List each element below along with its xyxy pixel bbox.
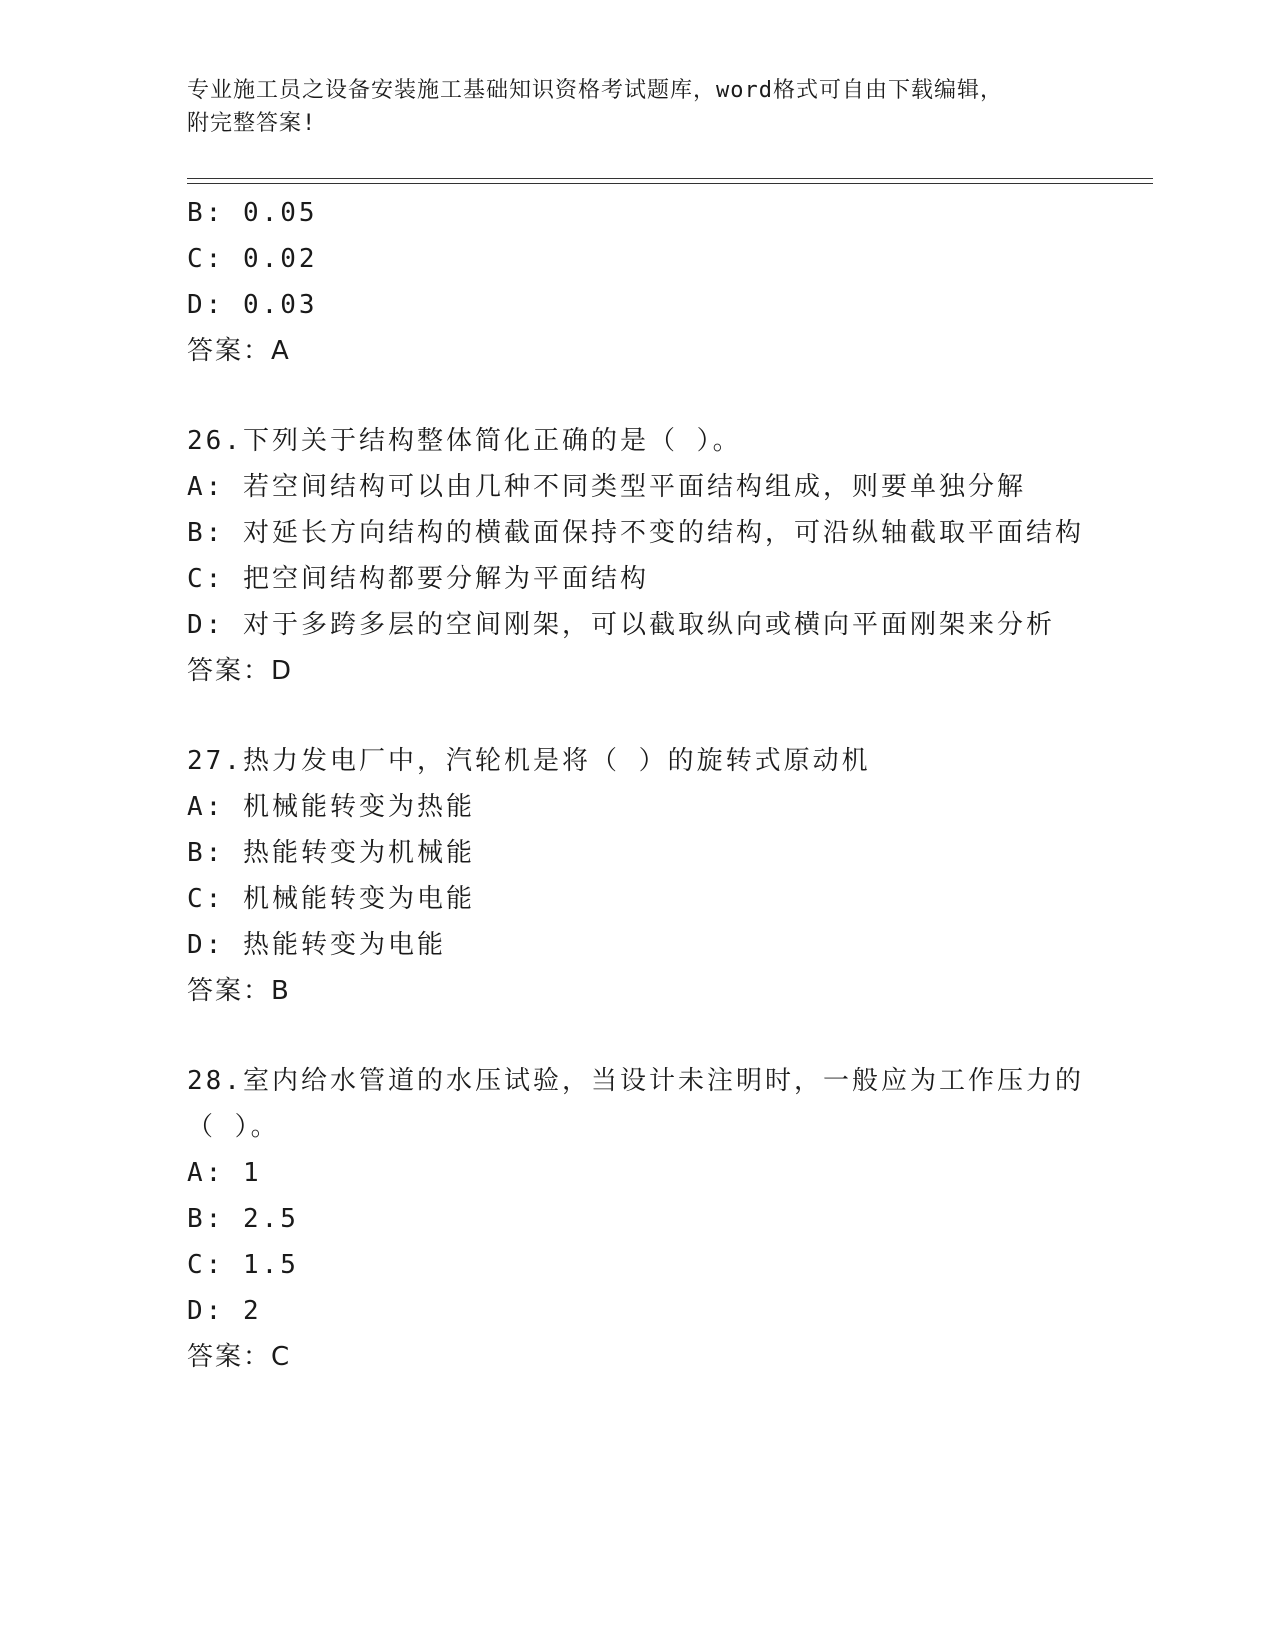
option-c: C: 1.5 <box>187 1250 299 1280</box>
answer: 答案：D <box>187 656 294 686</box>
option-d: D: 2 <box>187 1296 262 1326</box>
option-a: A: 机械能转变为热能 <box>187 792 475 822</box>
question-text-line2: （ ）。 <box>187 1112 280 1142</box>
option-d: D: 对于多跨多层的空间刚架，可以截取纵向或横向平面刚架来分析 <box>187 610 1055 640</box>
question-26 <box>187 418 1127 694</box>
option-b: B: 热能转变为机械能 <box>187 838 475 868</box>
option-b: B: 对延长方向结构的横截面保持不变的结构，可沿纵轴截取平面结构 <box>187 518 1084 548</box>
question-text-line1: 28.室内给水管道的水压试验，当设计未注明时，一般应为工作压力的 <box>187 1066 1084 1096</box>
question-27 <box>187 738 1127 1014</box>
option-b: B: 2.5 <box>187 1204 299 1234</box>
option-a: A: 若空间结构可以由几种不同类型平面结构组成，则要单独分解 <box>187 472 1026 502</box>
question-text: 26.下列关于结构整体简化正确的是（ ）。 <box>187 426 742 456</box>
option-c: C: 0.02 <box>187 244 318 274</box>
option-a: A: 1 <box>187 1158 262 1188</box>
answer: 答案：A <box>187 336 291 366</box>
header-title-line2: 附完整答案! <box>187 111 317 136</box>
spacer <box>187 374 1127 418</box>
option-c: C: 把空间结构都要分解为平面结构 <box>187 564 649 594</box>
header-title-line1: 专业施工员之设备安装施工基础知识资格考试题库，word格式可自由下载编辑， <box>187 78 1003 103</box>
page-header <box>187 74 1087 140</box>
option-d: D: 热能转变为电能 <box>187 930 446 960</box>
question-25 <box>187 190 1127 374</box>
option-d: D: 0.03 <box>187 290 318 320</box>
option-c: C: 机械能转变为电能 <box>187 884 475 914</box>
question-28 <box>187 1058 1127 1380</box>
spacer <box>187 694 1127 738</box>
spacer <box>187 1014 1127 1058</box>
question-list <box>187 190 1127 1380</box>
header-divider <box>187 178 1153 184</box>
option-b: B: 0.05 <box>187 198 318 228</box>
answer: 答案：C <box>187 1342 292 1372</box>
answer: 答案：B <box>187 976 291 1006</box>
question-text: 27.热力发电厂中，汽轮机是将（ ）的旋转式原动机 <box>187 746 871 776</box>
